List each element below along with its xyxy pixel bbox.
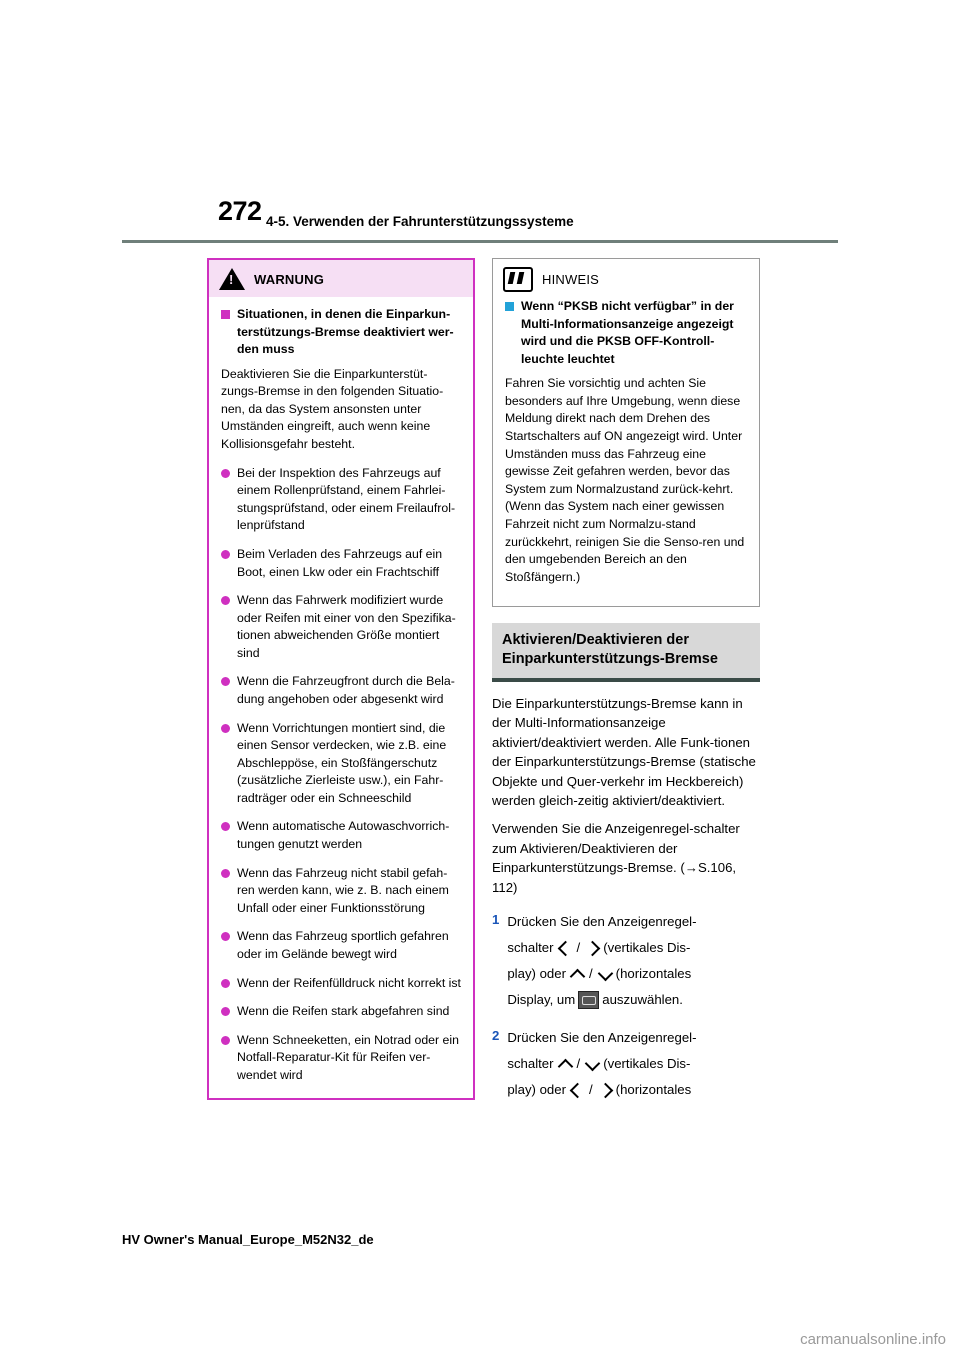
step-2	[492, 1025, 760, 1103]
notice-heading	[505, 298, 747, 368]
list-item	[221, 1003, 461, 1021]
step-line	[507, 1077, 760, 1103]
list-item	[221, 465, 461, 535]
footer-text: HV Owner's Manual_Europe_M52N32_de	[122, 1232, 374, 1247]
square-bullet-icon	[505, 302, 514, 311]
step-body	[507, 909, 760, 1013]
step-line	[507, 987, 760, 1013]
step-line	[507, 1051, 760, 1077]
notice-box	[492, 258, 760, 607]
list-item-text: Wenn automatische Autowaschvorrich-tungen genutzt werden	[237, 819, 450, 852]
list-item	[221, 818, 461, 853]
list-item-text: Wenn die Fahrzeugfront durch die Bela-dung angehoben oder abgesenkt wird	[237, 674, 455, 706]
square-bullet-icon	[221, 310, 230, 319]
step-text: (vertikales Dis-	[603, 940, 691, 956]
arrow-down-icon[interactable]	[584, 1056, 600, 1072]
dot-bullet-icon	[221, 932, 230, 941]
dot-bullet-icon	[221, 1007, 230, 1016]
separator: /	[589, 1082, 593, 1098]
section-heading: Aktivieren/Deaktivieren der Einparkunterstützungs-Bremse	[492, 623, 760, 682]
step-number: 2	[492, 1028, 500, 1043]
section-paragraph-2: Verwenden Sie die Anzeigenregel-schalter zum Aktivieren/Deaktivieren der Einparkunterstützungs-Bremse. (→S.106, 112)	[492, 821, 740, 895]
page-title: 4-5. Verwenden der Fahrunterstützungssysteme	[266, 214, 574, 229]
list-item-text: Wenn das Fahrzeug sportlich gefahren oder im Gelände bewegt wird	[237, 929, 449, 961]
warning-box	[207, 258, 475, 1100]
list-item	[221, 975, 461, 993]
pksb-display-icon	[578, 991, 599, 1009]
step-number: 1	[492, 912, 500, 927]
step-text: (horizontales	[615, 966, 692, 982]
arrow-left-icon[interactable]	[569, 1082, 585, 1098]
list-item-text: Wenn der Reifenfülldruck nicht korrekt ist	[237, 975, 461, 990]
list-item-text: Wenn Vorrichtungen montiert sind, die einen Sensor verdecken, wie z.B. eine Abschleppöse, ein Stoßfängerschutz (zusätzliche Zierleiste usw.), ein Fahr-radträger oder ein Schneeschild	[237, 720, 447, 805]
warning-heading-text: Situationen, in denen die Einparkun-terstützungs-Bremse deaktiviert wer-den muss	[237, 307, 454, 357]
list-item-text: Wenn die Reifen stark abgefahren sind	[237, 1004, 450, 1019]
separator: /	[576, 940, 581, 956]
step-text: Drücken Sie den Anzeigenregel-	[507, 914, 697, 930]
list-item-text: Wenn Schneeketten, ein Notrad oder ein Notfall-Reparatur-Kit für Reifen ver-wendet wird	[237, 1032, 459, 1082]
warning-body	[209, 297, 473, 1098]
dot-bullet-icon	[221, 822, 230, 831]
step-text: (vertikales Dis-	[603, 1056, 691, 1072]
step-line	[507, 1025, 760, 1051]
warning-triangle-icon	[219, 268, 245, 290]
arrow-up-icon[interactable]	[569, 966, 585, 982]
header-divider	[122, 240, 838, 243]
left-column	[207, 258, 475, 1100]
page-number: 272	[218, 196, 262, 226]
dot-bullet-icon	[221, 596, 230, 605]
warning-label: WARNUNG	[254, 271, 325, 287]
notice-heading-text: Wenn “PKSB nicht verfügbar” in der Multi-Informationsanzeige angezeigt wird und die PKSB OFF-Kontroll-leuchte leuchtet	[521, 299, 734, 366]
list-item-text: Bei der Inspektion des Fahrzeugs auf einem Rollenprüfstand, einem Fahrlei-stungsprüfstand, oder einem Freilaufrol-lenprüfstand	[237, 465, 456, 533]
step-text: auszuwählen.	[602, 992, 683, 1008]
step-text: play) oder	[507, 1082, 566, 1098]
notice-icon	[503, 267, 533, 292]
step-text: Display, um	[507, 992, 576, 1008]
warning-paragraph: Deaktivieren Sie die Einparkunterstüt-zungs-Bremse in den folgenden Situatio-nen, da das System ansonsten unter Umständen eingreift, auch wenn keine Kollisionsgefahr besteht.	[221, 366, 444, 452]
section-paragraph-1: Die Einparkunterstützungs-Bremse kann in der Multi-Informationsanzeige aktiviert/deaktiviert werden. Alle Funk-tionen der Einparkunterstützungs-Bremse (statische Objekte und Quer-verkehr im Heckbereich) werden gleich-zeitig aktiviert/deaktiviert.	[492, 695, 756, 808]
dot-bullet-icon	[221, 469, 230, 478]
list-item	[221, 720, 461, 808]
list-item-text: Beim Verladen des Fahrzeugs auf ein Boot, einen Lkw oder ein Frachtschiff	[237, 546, 443, 579]
list-item	[221, 546, 461, 581]
arrow-left-icon[interactable]	[557, 940, 573, 956]
list-item	[221, 928, 461, 963]
step-text: schalter	[507, 940, 554, 956]
dot-bullet-icon	[221, 1036, 230, 1045]
watermark: carmanualsonline.info	[800, 1331, 946, 1348]
step-line	[507, 909, 760, 935]
right-column	[492, 258, 760, 1103]
step-body	[507, 1025, 760, 1103]
step-text: (horizontales	[615, 1082, 692, 1098]
arrow-right-icon[interactable]	[584, 940, 600, 956]
step-1	[492, 909, 760, 1013]
list-item	[221, 865, 461, 918]
dot-bullet-icon	[221, 550, 230, 559]
arrow-up-icon[interactable]	[557, 1056, 573, 1072]
warning-header	[209, 260, 473, 297]
notice-body	[493, 298, 759, 606]
step-text: schalter	[507, 1056, 554, 1072]
step-line	[507, 935, 760, 961]
dot-bullet-icon	[221, 869, 230, 878]
separator: /	[576, 1056, 581, 1072]
step-text: Drücken Sie den Anzeigenregel-	[507, 1030, 697, 1046]
section-body	[492, 694, 760, 897]
list-item	[221, 1032, 461, 1085]
arrow-right-icon[interactable]	[597, 1082, 613, 1098]
list-item	[221, 592, 461, 662]
warning-heading	[221, 306, 461, 359]
notice-header	[493, 259, 759, 298]
list-item	[221, 673, 461, 708]
separator: /	[589, 966, 593, 982]
dot-bullet-icon	[221, 979, 230, 988]
dot-bullet-icon	[221, 677, 230, 686]
step-text: play) oder	[507, 966, 566, 982]
step-line	[507, 961, 760, 987]
arrow-down-icon[interactable]	[597, 966, 613, 982]
notice-paragraph: Fahren Sie vorsichtig und achten Sie besonders auf Ihre Umgebung, wenn diese Meldung direkt nach dem Drehen des Startschalters auf ON angezeigt wird. Unter Umständen muss das Fahrzeug eine gewisse Zeit gefahren werden, bevor das System zum Normalzustand zurück-kehrt. (Wenn das System nach einer gewissen Fahrzeit nicht zum Normalzu-stand zurückkehrt, reinigen Sie die Senso-ren und den umgebenden Bereich an den Stoßfängern.)	[505, 376, 745, 584]
notice-label: HINWEIS	[542, 272, 600, 287]
dot-bullet-icon	[221, 724, 230, 733]
list-item-text: Wenn das Fahrzeug nicht stabil gefah-ren werden kann, wie z. B. nach einem Unfall oder einer Funktionsstörung	[237, 865, 449, 915]
list-item-text: Wenn das Fahrwerk modifiziert wurde oder Reifen mit einer von den Spezifika-tionen abweichenden Größe montiert sind	[237, 593, 456, 660]
